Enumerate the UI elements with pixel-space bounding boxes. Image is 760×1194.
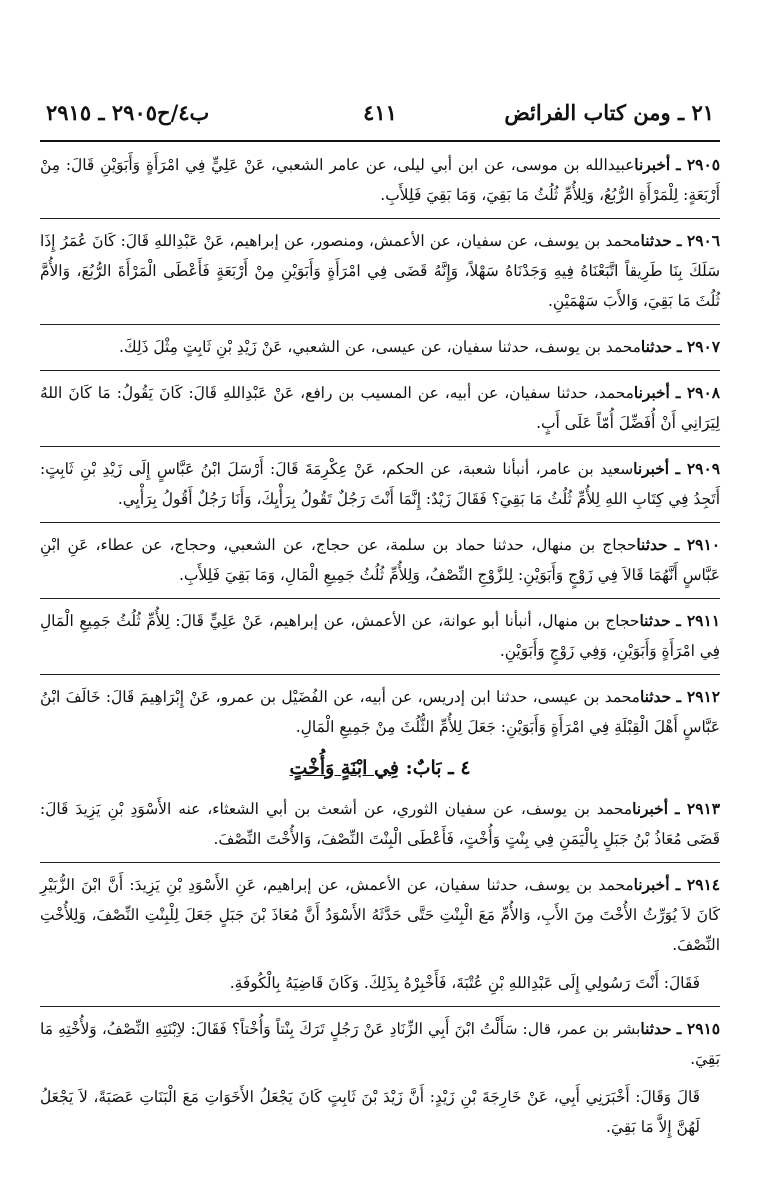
separator <box>40 370 720 371</box>
separator <box>40 324 720 325</box>
separator <box>40 522 720 523</box>
hadith-2913 <box>40 794 720 854</box>
hadith-lead: حدثنا <box>640 338 673 356</box>
hadith-2911 <box>40 606 720 666</box>
page-header <box>40 92 720 142</box>
hadith-number: ٢٩٠٩ ـ <box>675 460 720 478</box>
hadith-lead: أخبرنا <box>632 800 668 818</box>
hadith-text: بشر بن عمر، قال: سَأَلْتُ ابْنَ أَبِي الزِّنَادِ عَنْ رَجُلٍ تَرَكَ بِنْتاً وَأُخْتاً؟ فَقَالَ: لاِبْنَتِهِ النِّصْفُ، وَلأُخْتِهِ مَا بَقِيَ. <box>40 1020 720 1068</box>
hadith-lead: أخبرنا <box>633 384 670 402</box>
hadith-lead: حدثنا <box>639 612 671 630</box>
hadith-text: محمد بن عيسى، حدثنا ابن إدريس، عن أبيه، عن الفُضَيْل بن عمرو، عَنْ إِبْرَاهِيمَ قَالَ: خَالَفَ ابْنُ عَبَّاسٍ أَهْلَ الْقِبْلَةِ فِي امْرَأَةٍ وَأَبَوَيْنِ: جَعَلَ لِلأُمِّ الثُّلُثَ مِنْ جَمِيعِ الْمَالِ. <box>40 688 720 736</box>
hadith-2914-continuation: فَقَالَ: أَنْتَ رَسُولِي إِلَى عَبْدِاللهِ بْنِ عُتْبَةَ، فَأَخْبِرْهُ بِذَلِكَ. وَكَانَ قَاضِيَهُ بِالْكُوفَةِ. <box>229 974 700 992</box>
page-body <box>40 150 720 1150</box>
hadith-2915 <box>40 1014 720 1074</box>
page-number: ٤١١ <box>363 100 397 125</box>
hadith-number: ٢٩١٥ ـ <box>676 1020 720 1038</box>
hadith-text: حجاج بن منهال، حدثنا حماد بن سلمة، عن حجاج، عن الشعبي، وحجاج، عن عطاء، عَنِ ابْنِ عَبَّاسٍ أَنَّهُمَا قَالاَ فِي زَوْجٍ وَأَبَوَيْنِ: لِلزَّوْجِ النِّصْفُ، وَلِلأُمِّ ثُلُثُ جَمِيعِ الْمَالِ، وَمَا بَقِيَ فَلِلأَبِ. <box>40 536 720 584</box>
hadith-number: ٢٩١٣ ـ <box>674 800 720 818</box>
header-chapter-title: ٢١ ـ ومن كتاب الفرائض <box>504 100 714 125</box>
hadith-text: عبيدالله بن موسى، عن ابن أبي ليلى، عن عامر الشعبي، عَنْ عَلِيٍّ فِي امْرَأَةٍ وَأَبَوَيْنِ قَالَ: مِنْ أَرْبَعَةٍ: لِلْمَرْأَةِ الرُّبُعُ، وَلِلأُمِّ ثُلُثُ مَا بَقِيَ، وَمَا بَقِيَ فَلِلأَبِ. <box>40 156 720 204</box>
hadith-number: ٢٩٠٦ ـ <box>676 232 720 250</box>
separator <box>40 218 720 219</box>
hadith-number: ٢٩١١ ـ <box>676 612 720 630</box>
chapter-prefix: ٤ ـ بَابٌ: <box>405 757 471 779</box>
hadith-lead: أخبرنا <box>634 156 671 174</box>
separator <box>40 862 720 863</box>
hadith-2910 <box>40 530 720 590</box>
hadith-text: محمد بن يوسف، عن سفيان، عن الأعمش، ومنصور، عن إبراهيم، عَنْ عَبْدِاللهِ قَالَ: كَانَ عُمَرُ إِذَا سَلَكَ بِنَا طَرِيقاً اتَّبَعْنَاهُ فِيهِ وَجَدْنَاهُ سَهْلاً، وَإِنَّهُ قَضَى فِي امْرَأَةٍ وَأَبَوَيْنِ مِنْ أَرْبَعَةٍ فَأَعْطَى الْمَرْأَةَ الرُّبُعَ، وَالأُمَّ ثُلُثَ مَا بَقِيَ، وَالأَبَ سَهْمَيْنِ. <box>40 232 720 310</box>
hadith-number: ٢٩١٤ ـ <box>675 876 720 894</box>
hadith-text: محمد بن يوسف، حدثنا سفيان، عن الأعمش، عن إبراهيم، عَنِ الأَسْوَدِ بْنِ يَزِيدَ: أَنَّ ابْنَ الزُّبَيْرِ كَانَ لاَ يُوَرِّثُ الأُخْتَ مِنَ الأَبِ، وَالأُمِّ مَعَ الْبِنْتِ حَتَّى حَدَّثَهُ الأَسْوَدُ أَنَّ مُعَاذَ بْنَ جَبَلٍ جَعَلَ لِلْبِنْتِ النِّصْفَ، وَلِلأُخْتِ النِّصْفَ. <box>40 876 720 954</box>
header-hadith-range: ب٤/ح٢٩٠٥ ـ ٢٩١٥ <box>46 100 210 125</box>
hadith-lead: حدثنا <box>640 1020 672 1038</box>
hadith-text: محمد، حدثنا سفيان، عن أبيه، عن المسيب بن رافع، عَنْ عَبْدِاللهِ قَالَ: كَانَ يَقُولُ: مَا كَانَ اللهُ لِيَرَانِي أَنْ أُفَضِّلَ أُمّاً عَلَى أَبٍ. <box>40 384 720 432</box>
separator <box>40 674 720 675</box>
hadith-2909 <box>40 454 720 514</box>
hadith-2905 <box>40 150 720 210</box>
separator <box>40 1006 720 1007</box>
hadith-text: سعيد بن عامر، أنبأنا شعبة، عن الحكم، عَنْ عِكْرِمَةَ قَالَ: أَرْسَلَ ابْنُ عَبَّاسٍ إِلَى زَيْدِ بْنِ ثَابِتٍ: أَتَجِدُ فِي كِتَابِ اللهِ لِلأُمِّ ثُلُثُ مَا بَقِيَ؟ فَقَالَ زَيْدٌ: إِنَّمَا أَنْتَ رَجُلٌ تَقُولُ بِرَأْيِكَ، وَأَنَا رَجُلٌ أَقُولُ بِرَأْيِي. <box>40 460 720 508</box>
hadith-lead: حدثنا <box>636 536 668 554</box>
hadith-2914 <box>40 870 720 960</box>
hadith-2908 <box>40 378 720 438</box>
hadith-number: ٢٩١٠ ـ <box>674 536 720 554</box>
hadith-lead: حدثنا <box>640 232 672 250</box>
hadith-2912 <box>40 682 720 742</box>
hadith-text: محمد بن يوسف، عن سفيان الثوري، عن أشعث بن أبي الشعثاء، عنه الأَسْوَدِ بْنِ يَزِيدَ قَالَ: قَضَى مُعَاذُ بْنُ جَبَلٍ بِالْيَمَنِ فِي بِنْتٍ وَأُخْتٍ، فَأَعْطَى الْبِنْتَ النِّصْفَ، وَالأُخْتَ النِّصْفَ. <box>40 800 720 848</box>
hadith-number: ٢٩١٢ ـ <box>676 688 720 706</box>
separator <box>40 446 720 447</box>
hadith-2915-continuation: قَالَ وَقَالَ: أَخْبَرَنِي أَبِي، عَنْ خَارِجَةَ بْنِ زَيْدٍ: أَنَّ زَيْدَ بْنَ ثَابِتٍ كَانَ يَجْعَلُ الأَخَوَاتِ مَعَ الْبَنَاتِ عَصَبَةً، لاَ يَجْعَلُ لَهُنَّ إِلاَّ مَا بَقِيَ. <box>40 1088 700 1136</box>
hadith-text: حجاج بن منهال، أنبأنا أبو عوانة، عن الأعمش، عن إبراهيم، عَنْ عَلِيٍّ قَالَ: لِلأُمِّ ثُلُثُ جَمِيعِ الْمَالِ فِي امْرَأَةٍ وَأَبَوَيْنِ، وَفِي زَوْجٍ وَأَبَوَيْنِ. <box>40 612 720 660</box>
hadith-lead: أخبرنا <box>633 460 670 478</box>
hadith-2906 <box>40 226 720 316</box>
hadith-2907 <box>40 332 720 362</box>
chapter-title: فِي ابْنَةٍ وَأُخْتٍ <box>289 757 399 779</box>
hadith-number: ٢٩٠٨ ـ <box>675 384 720 402</box>
hadith-number: ٢٩٠٧ ـ <box>677 338 720 356</box>
separator <box>40 598 720 599</box>
hadith-lead: حدثنا <box>639 688 672 706</box>
hadith-text: محمد بن يوسف، حدثنا سفيان، عن عيسى، عن الشعبي، عَنْ زَيْدِ بْنِ ثَابِتٍ مِثْلَ ذَلِكَ. <box>119 338 641 356</box>
hadith-lead: أخبرنا <box>633 876 670 894</box>
chapter-heading <box>40 750 720 786</box>
hadith-number: ٢٩٠٥ ـ <box>676 156 720 174</box>
